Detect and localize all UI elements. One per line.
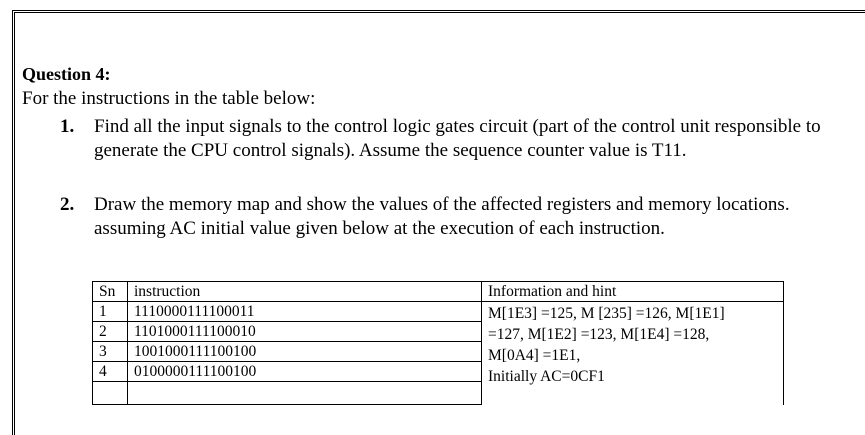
cell-sn: 4: [93, 362, 128, 382]
header-sn: Sn: [93, 282, 128, 302]
cell-instruction: 1101000111100010: [128, 322, 482, 342]
hint-line: M[1E3] =125, M [235] =126, M[1E1]: [488, 305, 725, 322]
question-intro: For the instructions in the table below:: [22, 88, 316, 109]
hint-line: M[0A4] =1E1,: [488, 347, 581, 364]
header-instruction: instruction: [128, 282, 482, 302]
cell-sn-empty: [93, 382, 128, 405]
cell-instruction: 1110000111100011: [128, 302, 482, 322]
cell-sn: 1: [93, 302, 128, 322]
cell-instruction-empty: [128, 382, 482, 405]
hint-line: Initially AC=0CF1: [488, 368, 605, 385]
question-title: Question 4:: [22, 64, 111, 84]
table-row: [93, 302, 784, 322]
cell-sn: 3: [93, 342, 128, 362]
item-number: 2.: [60, 194, 75, 215]
cell-hint: [482, 302, 784, 405]
hint-line: =127, M[1E2] =123, M[1E4] =128,: [488, 326, 710, 343]
header-hint: Information and hint: [482, 282, 784, 302]
cell-sn: 2: [93, 322, 128, 342]
item-number: 1.: [60, 116, 75, 137]
table-header-row: [93, 282, 784, 302]
cell-instruction: 0100000111100100: [128, 362, 482, 382]
instruction-table: [92, 281, 784, 405]
item-text: Draw the memory map and show the values of the affected registers and memory locations. assuming AC initial value given below at the execution of each instruction.: [94, 194, 790, 239]
cell-instruction: 1001000111100100: [128, 342, 482, 362]
item-text: Find all the input signals to the control logic gates circuit (part of the control unit responsible to generate the CPU control signals). Assume the sequence counter value is T11.: [94, 116, 821, 161]
